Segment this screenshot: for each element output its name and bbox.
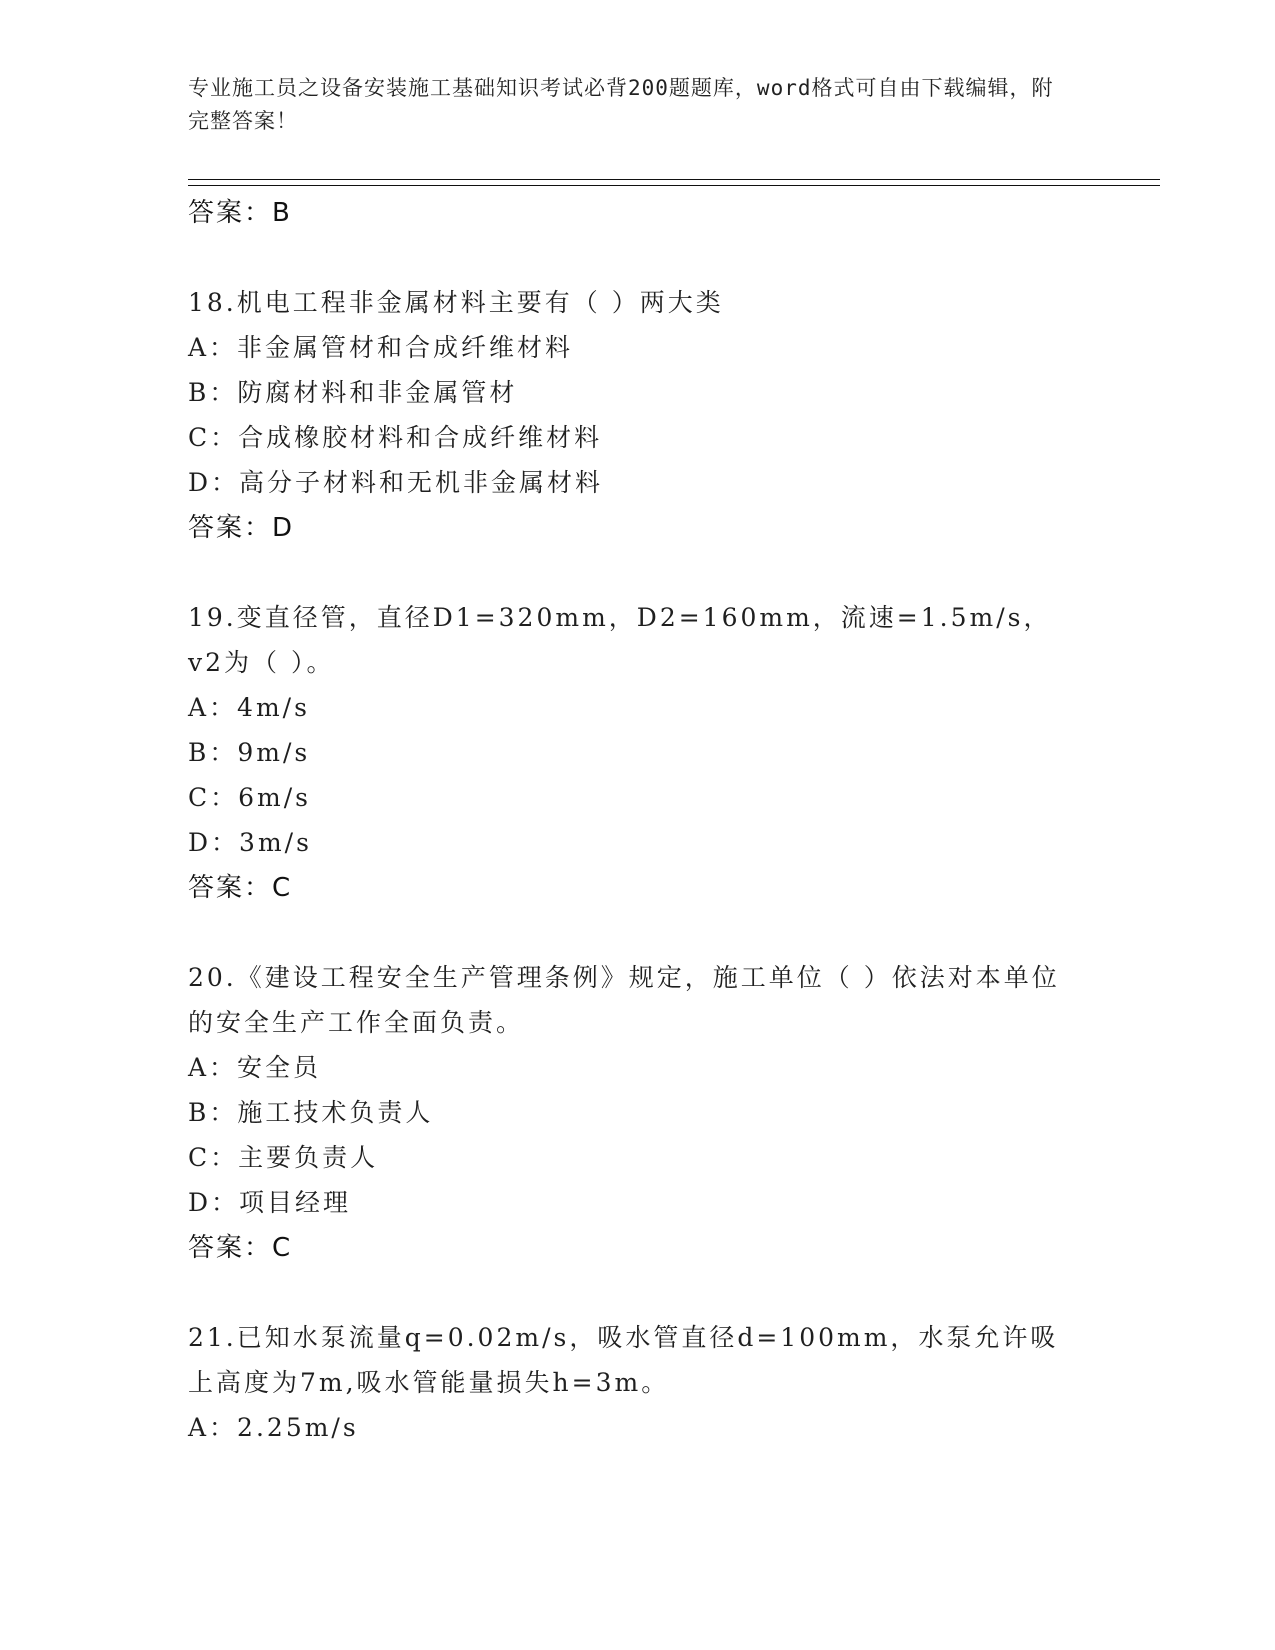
option-a: A：非金属管材和合成纤维材料: [188, 333, 574, 362]
question-20: [188, 955, 1088, 1271]
question-list: [188, 190, 1088, 1450]
option-b: B：9m/s: [188, 738, 311, 767]
option-a: A：2.25m/s: [188, 1413, 359, 1442]
answer: 答案：C: [188, 1233, 293, 1263]
question-18: [188, 280, 1088, 551]
question-19: [188, 595, 1088, 911]
question-stem: 19.变直径管，直径D1=320mm，D2=160mm，流速=1.5m/s，v2为（ ）。: [188, 603, 1052, 677]
option-c: C：合成橡胶材料和合成纤维材料: [188, 423, 603, 452]
option-d: D：项目经理: [188, 1188, 352, 1217]
answer: 答案：D: [188, 513, 295, 543]
question-stem: 18.机电工程非金属材料主要有（ ）两大类: [188, 288, 724, 317]
question-stem: 20.《建设工程安全生产管理条例》规定，施工单位（ ）依法对本单位的安全生产工作全面负责。: [188, 963, 1060, 1037]
option-b: B：防腐材料和非金属管材: [188, 378, 518, 407]
document-header: 专业施工员之设备安装施工基础知识考试必背200题题库，word格式可自由下载编辑，附完整答案！: [188, 76, 1054, 133]
header-divider-bottom: [188, 185, 1160, 186]
option-a: A：安全员: [188, 1053, 322, 1082]
answer-previous: 答案：B: [188, 198, 292, 228]
question-21: [188, 1315, 1088, 1450]
option-d: D：高分子材料和无机非金属材料: [188, 468, 604, 497]
option-c: C：6m/s: [188, 783, 311, 812]
option-d: D：3m/s: [188, 828, 312, 857]
option-a: A：4m/s: [188, 693, 310, 722]
header-divider-top: [188, 179, 1160, 180]
question-stem: 21.已知水泵流量q=0.02m/s，吸水管直径d=100mm，水泵允许吸上高度为7m,吸水管能量损失h=3m。: [188, 1323, 1059, 1397]
option-b: B：施工技术负责人: [188, 1098, 434, 1127]
answer: 答案：C: [188, 873, 293, 903]
option-c: C：主要负责人: [188, 1143, 379, 1172]
